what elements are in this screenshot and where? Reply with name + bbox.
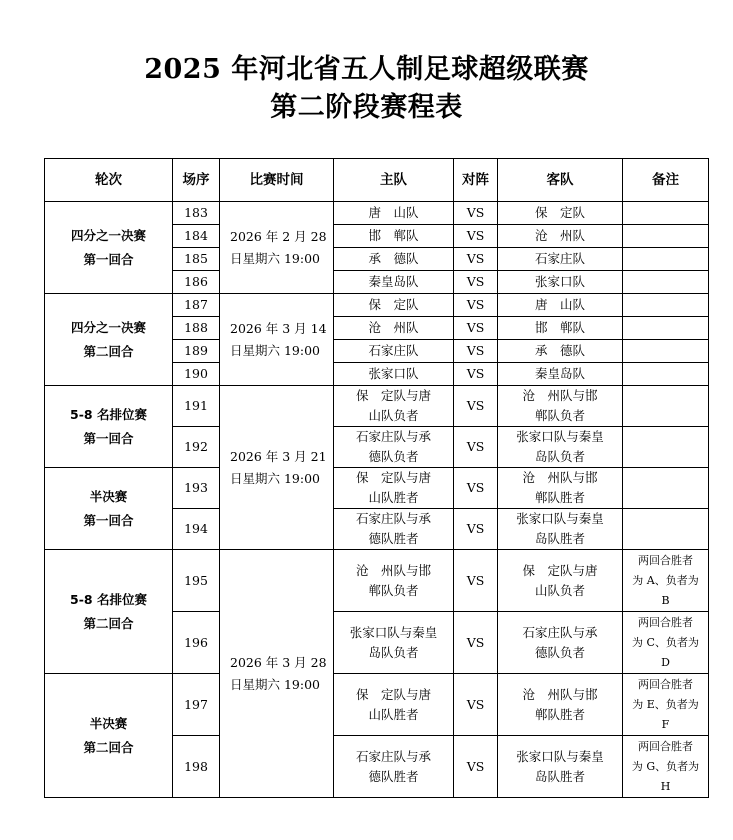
vs-label: VS: [454, 550, 498, 612]
match-no: 198: [173, 736, 220, 798]
round-cell: 四分之一决赛 第二回合: [45, 294, 173, 386]
match-no: 185: [173, 248, 220, 271]
home-team: 张家口队与秦皇 岛队负者: [334, 612, 454, 674]
match-no: 192: [173, 427, 220, 468]
header-time: 比赛时间: [220, 159, 334, 202]
vs-label: VS: [454, 427, 498, 468]
away-team: 张家口队与秦皇 岛队负者: [498, 427, 623, 468]
home-team: 石家庄队与承 德队负者: [334, 427, 454, 468]
vs-label: VS: [454, 674, 498, 736]
vs-label: VS: [454, 386, 498, 427]
home-team: 邯 郸队: [334, 225, 454, 248]
match-no: 191: [173, 386, 220, 427]
home-team: 唐 山队: [334, 202, 454, 225]
vs-label: VS: [454, 202, 498, 225]
header-note: 备注: [623, 159, 709, 202]
home-team: 保 定队与唐 山队负者: [334, 386, 454, 427]
vs-label: VS: [454, 225, 498, 248]
away-team: 石家庄队与承 德队负者: [498, 612, 623, 674]
home-team: 秦皇岛队: [334, 271, 454, 294]
match-time: 2026 年 3 月 21 日星期六 19:00: [220, 386, 334, 550]
header-away: 客队: [498, 159, 623, 202]
home-team: 石家庄队: [334, 340, 454, 363]
match-time: 2026 年 3 月 28 日星期六 19:00: [220, 550, 334, 798]
note-cell: 两回合胜者 为 C、负者为 D: [623, 612, 709, 674]
header-round: 轮次: [45, 159, 173, 202]
note-cell: 两回合胜者 为 G、负者为 H: [623, 736, 709, 798]
round-cell: 半决赛 第二回合: [45, 674, 173, 798]
vs-label: VS: [454, 736, 498, 798]
round-cell: 5-8 名排位赛 第二回合: [45, 550, 173, 674]
away-team: 沧 州队: [498, 225, 623, 248]
home-team: 石家庄队与承 德队胜者: [334, 509, 454, 550]
home-team: 保 定队: [334, 294, 454, 317]
vs-label: VS: [454, 340, 498, 363]
schedule-table: [44, 158, 709, 798]
match-no: 196: [173, 612, 220, 674]
match-no: 189: [173, 340, 220, 363]
match-no: 197: [173, 674, 220, 736]
match-time: 2026 年 3 月 14 日星期六 19:00: [220, 294, 334, 386]
note-cell: [623, 340, 709, 363]
away-team: 石家庄队: [498, 248, 623, 271]
round-cell: 四分之一决赛 第一回合: [45, 202, 173, 294]
vs-label: VS: [454, 294, 498, 317]
vs-label: VS: [454, 271, 498, 294]
away-team: 沧 州队与邯 郸队负者: [498, 386, 623, 427]
page-subtitle: 第二阶段赛程表: [270, 92, 463, 123]
home-team: 保 定队与唐 山队胜者: [334, 468, 454, 509]
away-team: 承 德队: [498, 340, 623, 363]
home-team: 沧 州队: [334, 317, 454, 340]
page-title: 2025 年河北省五人制足球超级联赛: [144, 54, 589, 85]
match-no: 190: [173, 363, 220, 386]
note-cell: [623, 225, 709, 248]
note-cell: [623, 317, 709, 340]
away-team: 保 定队: [498, 202, 623, 225]
note-cell: [623, 386, 709, 427]
note-cell: 两回合胜者 为 A、负者为 B: [623, 550, 709, 612]
table-row: [45, 468, 709, 509]
note-cell: [623, 427, 709, 468]
home-team: 沧 州队与邯 郸队负者: [334, 550, 454, 612]
match-no: 184: [173, 225, 220, 248]
match-no: 195: [173, 550, 220, 612]
note-cell: 两回合胜者 为 E、负者为 F: [623, 674, 709, 736]
note-cell: [623, 271, 709, 294]
away-team: 张家口队与秦皇 岛队胜者: [498, 736, 623, 798]
table-row: [45, 674, 709, 736]
home-team: 承 德队: [334, 248, 454, 271]
header-match-no: 场序: [173, 159, 220, 202]
round-cell: 半决赛 第一回合: [45, 468, 173, 550]
match-no: 186: [173, 271, 220, 294]
header-vs: 对阵: [454, 159, 498, 202]
vs-label: VS: [454, 317, 498, 340]
vs-label: VS: [454, 468, 498, 509]
home-team: 张家口队: [334, 363, 454, 386]
vs-label: VS: [454, 248, 498, 271]
home-team: 保 定队与唐 山队胜者: [334, 674, 454, 736]
match-no: 193: [173, 468, 220, 509]
header-row: [45, 159, 709, 202]
home-team: 石家庄队与承 德队胜者: [334, 736, 454, 798]
away-team: 沧 州队与邯 郸队胜者: [498, 674, 623, 736]
match-no: 194: [173, 509, 220, 550]
away-team: 张家口队: [498, 271, 623, 294]
note-cell: [623, 202, 709, 225]
note-cell: [623, 294, 709, 317]
vs-label: VS: [454, 509, 498, 550]
table-row: [45, 294, 709, 317]
note-cell: [623, 468, 709, 509]
away-team: 沧 州队与邯 郸队胜者: [498, 468, 623, 509]
note-cell: [623, 363, 709, 386]
away-team: 保 定队与唐 山队负者: [498, 550, 623, 612]
vs-label: VS: [454, 363, 498, 386]
away-team: 张家口队与秦皇 岛队胜者: [498, 509, 623, 550]
table-row: [45, 386, 709, 427]
away-team: 邯 郸队: [498, 317, 623, 340]
away-team: 唐 山队: [498, 294, 623, 317]
match-no: 183: [173, 202, 220, 225]
note-cell: [623, 248, 709, 271]
header-home: 主队: [334, 159, 454, 202]
match-time: 2026 年 2 月 28 日星期六 19:00: [220, 202, 334, 294]
match-no: 187: [173, 294, 220, 317]
note-cell: [623, 509, 709, 550]
match-no: 188: [173, 317, 220, 340]
vs-label: VS: [454, 612, 498, 674]
round-cell: 5-8 名排位赛 第一回合: [45, 386, 173, 468]
table-row: [45, 202, 709, 225]
away-team: 秦皇岛队: [498, 363, 623, 386]
table-row: [45, 550, 709, 612]
